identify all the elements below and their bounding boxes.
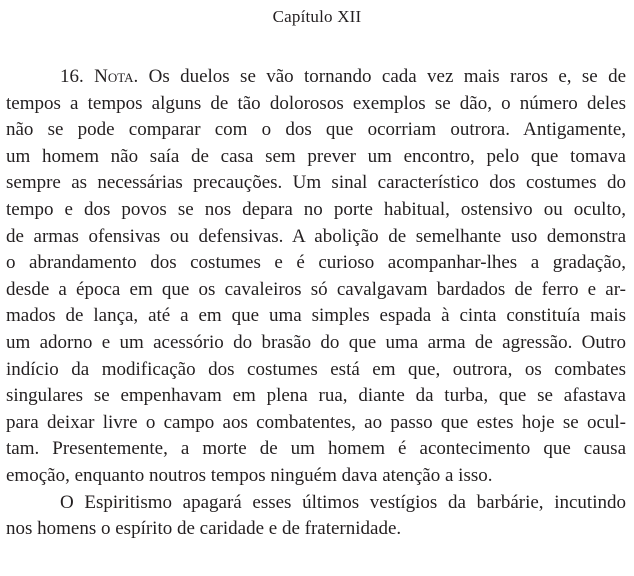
note-first-line-text: . Os duelos se vão tornando cada vez mais raros e, se de xyxy=(133,66,627,87)
text-line: para deixar livre o campo aos combatentes, ao passo que estes hoje se ocul- xyxy=(6,411,626,433)
text-line: um homem não saía de casa sem prever um encontro, pelo que tomava xyxy=(6,145,626,167)
note-label: Nota xyxy=(94,66,134,87)
text-line: singulares se empenhavam em plena rua, diante da turba, que se afastava xyxy=(6,385,626,407)
text-line: não se pode comparar com o dos que ocorriam outrora. Antigamente, xyxy=(6,119,626,141)
text-line-paragraph-end: emoção, enquanto noutros tempos ninguém dava atenção a isso. xyxy=(6,464,493,486)
closing-paragraph-first-line: O Espiritismo apagará esses últimos vestígios da barbárie, incutindo xyxy=(60,491,626,513)
text-line: mados de lança, até a em que uma simples espada à cinta constituía mais xyxy=(6,305,626,327)
text-line: tempos a tempos alguns de tão dolorosos exemplos se dão, o número deles xyxy=(6,92,626,114)
text-line: um adorno e um acessório do brasão do que uma arma de agressão. Outro xyxy=(6,331,626,353)
note-number: 16. xyxy=(60,66,84,87)
text-line: o abrandamento dos costumes e é curioso acompanhar-lhes a gradação, xyxy=(6,252,626,274)
running-head-chapter-title: Capítulo XII xyxy=(272,7,362,26)
text-line: tam. Presentemente, a morte de um homem é acontecimento que causa xyxy=(6,438,626,460)
text-line: desde a época em que os cavaleiros só cavalgavam bardados de ferro e ar- xyxy=(6,278,626,300)
note-first-line xyxy=(6,64,626,91)
text-line: tempo e dos povos se nos depara no porte habitual, ostensivo ou oculto, xyxy=(6,198,626,220)
body-text xyxy=(6,64,626,543)
text-line: de armas ofensivas ou defensivas. A abolição de semelhante uso demonstra xyxy=(6,225,626,247)
text-line: indício da modificação dos costumes está em que, outrora, os combates xyxy=(6,358,626,380)
closing-paragraph-last-line: nos homens o espírito de caridade e de fraternidade. xyxy=(6,518,402,540)
text-line: sempre as necessárias precauções. Um sinal característico dos costumes do xyxy=(6,172,626,194)
